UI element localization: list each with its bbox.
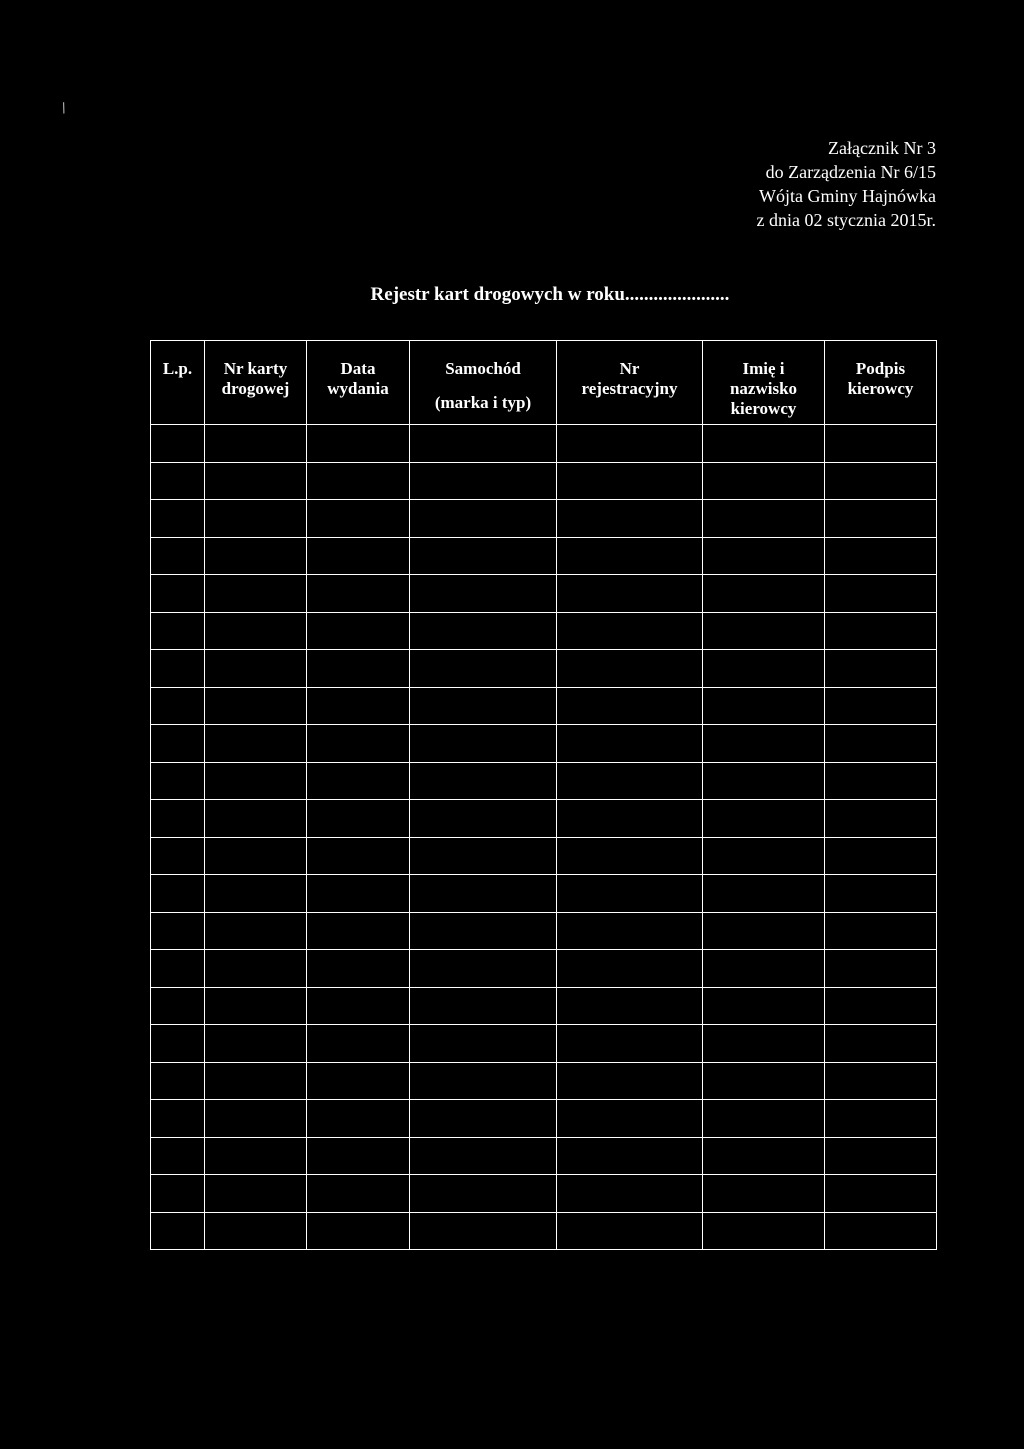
- header-line: Data: [340, 359, 376, 378]
- table-cell: [825, 650, 937, 688]
- table-cell: [410, 1025, 557, 1063]
- annex-date: z dnia 02 stycznia 2015r.: [756, 210, 936, 230]
- header-line: wydania: [327, 379, 389, 398]
- table-cell: [151, 1100, 205, 1138]
- table-cell: [151, 1175, 205, 1213]
- table-row: [151, 875, 937, 913]
- table-cell: [151, 950, 205, 988]
- table-cell: [205, 425, 307, 463]
- table-cell: [307, 875, 410, 913]
- table-row: [151, 837, 937, 875]
- table-cell: [825, 687, 937, 725]
- table-row: [151, 1100, 937, 1138]
- table-cell: [307, 687, 410, 725]
- table-cell: [825, 500, 937, 538]
- table-cell: [557, 987, 703, 1025]
- annex-issuer: Wójta Gminy Hajnówka: [759, 186, 936, 206]
- table-cell: [557, 1175, 703, 1213]
- table-cell: [703, 762, 825, 800]
- column-header-lp: [151, 341, 205, 425]
- table-cell: [205, 650, 307, 688]
- table-cell: [307, 462, 410, 500]
- table-cell: [151, 500, 205, 538]
- table-cell: [205, 725, 307, 763]
- table-cell: [151, 425, 205, 463]
- table-cell: [410, 987, 557, 1025]
- table-cell: [410, 725, 557, 763]
- table-cell: [410, 762, 557, 800]
- table-cell: [557, 537, 703, 575]
- table-cell: [151, 1137, 205, 1175]
- table-cell: [410, 800, 557, 838]
- header-line: kierowcy: [847, 379, 914, 398]
- table-cell: [205, 537, 307, 575]
- table-cell: [825, 425, 937, 463]
- annex-number: Załącznik Nr 3: [828, 138, 936, 158]
- table-cell: [703, 987, 825, 1025]
- table-cell: [557, 1025, 703, 1063]
- table-cell: [703, 1062, 825, 1100]
- table-cell: [557, 500, 703, 538]
- table-header-row: [151, 341, 937, 425]
- table-cell: [557, 762, 703, 800]
- table-cell: [205, 1137, 307, 1175]
- table-cell: [703, 1137, 825, 1175]
- column-header-vehicle: [410, 341, 557, 425]
- table-row: [151, 762, 937, 800]
- table-cell: [151, 575, 205, 613]
- table-cell: [703, 912, 825, 950]
- table-cell: [307, 1100, 410, 1138]
- table-cell: [205, 462, 307, 500]
- table-cell: [307, 575, 410, 613]
- table-cell: [825, 725, 937, 763]
- table-cell: [703, 1175, 825, 1213]
- table-cell: [151, 875, 205, 913]
- table-cell: [557, 912, 703, 950]
- table-cell: [703, 1100, 825, 1138]
- header-line: Nr: [619, 359, 640, 378]
- table-row: [151, 725, 937, 763]
- header-gap: [410, 379, 556, 393]
- table-cell: [307, 1212, 410, 1250]
- table-cell: [825, 1137, 937, 1175]
- table-cell: [205, 837, 307, 875]
- table-cell: [825, 912, 937, 950]
- table-cell: [151, 462, 205, 500]
- table-cell: [557, 687, 703, 725]
- table-cell: [825, 575, 937, 613]
- table-cell: [703, 687, 825, 725]
- table-cell: [557, 462, 703, 500]
- header-line: nazwisko: [729, 379, 798, 398]
- annex-regulation: do Zarządzenia Nr 6/15: [765, 162, 936, 182]
- table-cell: [410, 612, 557, 650]
- table-cell: [703, 800, 825, 838]
- table-cell: [307, 837, 410, 875]
- table-row: [151, 500, 937, 538]
- table-cell: [825, 1025, 937, 1063]
- table-cell: [825, 837, 937, 875]
- table-cell: [307, 725, 410, 763]
- table-cell: [205, 875, 307, 913]
- table-cell: [151, 762, 205, 800]
- table-cell: [410, 950, 557, 988]
- table-cell: [410, 462, 557, 500]
- table-cell: [205, 950, 307, 988]
- table-cell: [410, 875, 557, 913]
- table-cell: [410, 650, 557, 688]
- table-row: [151, 1062, 937, 1100]
- table-cell: [307, 612, 410, 650]
- table-cell: [703, 537, 825, 575]
- column-header-driver-name: [703, 341, 825, 425]
- table-row: [151, 1137, 937, 1175]
- table-cell: [825, 612, 937, 650]
- table-cell: [151, 912, 205, 950]
- table-cell: [703, 425, 825, 463]
- table-cell: [703, 612, 825, 650]
- table-cell: [410, 1062, 557, 1100]
- table-cell: [151, 1062, 205, 1100]
- table-row: [151, 987, 937, 1025]
- table-cell: [205, 612, 307, 650]
- table-cell: [151, 612, 205, 650]
- table-row: [151, 912, 937, 950]
- table-cell: [307, 1175, 410, 1213]
- table-cell: [557, 800, 703, 838]
- table-cell: [205, 800, 307, 838]
- column-header-driver-signature: [825, 341, 937, 425]
- table-cell: [205, 1175, 307, 1213]
- header-line: (marka i typ): [434, 393, 532, 412]
- annex-header: [757, 136, 936, 232]
- document-title: Rejestr kart drogowych w roku......................: [370, 284, 730, 305]
- table-cell: [825, 1062, 937, 1100]
- table-cell: [307, 800, 410, 838]
- table-cell: [205, 1212, 307, 1250]
- table-cell: [307, 425, 410, 463]
- table-cell: [307, 1025, 410, 1063]
- table-row: [151, 612, 937, 650]
- table-cell: [307, 762, 410, 800]
- table-cell: [205, 1100, 307, 1138]
- header-line: kierowcy: [730, 399, 797, 418]
- table-cell: [151, 687, 205, 725]
- table-row: [151, 537, 937, 575]
- table-row: [151, 950, 937, 988]
- header-line: Imię i: [742, 359, 785, 378]
- table-cell: [825, 1175, 937, 1213]
- table-cell: [307, 987, 410, 1025]
- table-cell: [410, 1100, 557, 1138]
- table-cell: [410, 537, 557, 575]
- table-cell: [825, 1100, 937, 1138]
- table-row: [151, 687, 937, 725]
- table-cell: [557, 1062, 703, 1100]
- column-header-card-number: [205, 341, 307, 425]
- table-cell: [557, 1100, 703, 1138]
- table-cell: [825, 875, 937, 913]
- table-cell: [825, 762, 937, 800]
- table-row: [151, 462, 937, 500]
- table-cell: [557, 1212, 703, 1250]
- table-cell: [151, 537, 205, 575]
- table-cell: [703, 725, 825, 763]
- table-cell: [205, 500, 307, 538]
- table-cell: [151, 650, 205, 688]
- table-cell: [205, 912, 307, 950]
- table-cell: [703, 462, 825, 500]
- table-cell: [205, 1062, 307, 1100]
- table-cell: [557, 1137, 703, 1175]
- stray-mark: /: [59, 99, 70, 118]
- table-row: [151, 650, 937, 688]
- table-cell: [151, 1025, 205, 1063]
- header-line: drogowej: [221, 379, 290, 398]
- table-cell: [703, 1025, 825, 1063]
- table-cell: [557, 575, 703, 613]
- table-cell: [307, 500, 410, 538]
- table-cell: [410, 1175, 557, 1213]
- table-cell: [703, 950, 825, 988]
- table-cell: [557, 612, 703, 650]
- table-cell: [557, 650, 703, 688]
- table-cell: [825, 987, 937, 1025]
- table-row: [151, 425, 937, 463]
- table-cell: [410, 500, 557, 538]
- table-cell: [410, 425, 557, 463]
- table-cell: [557, 950, 703, 988]
- table-cell: [307, 912, 410, 950]
- table-cell: [557, 725, 703, 763]
- column-header-issue-date: [307, 341, 410, 425]
- header-line: L.p.: [162, 359, 193, 378]
- table-cell: [410, 837, 557, 875]
- table-cell: [410, 575, 557, 613]
- table-cell: [151, 987, 205, 1025]
- table-cell: [557, 837, 703, 875]
- table-row: [151, 1212, 937, 1250]
- table-row: [151, 575, 937, 613]
- table-cell: [825, 950, 937, 988]
- table-cell: [151, 1212, 205, 1250]
- header-line: rejestracyjny: [581, 379, 678, 398]
- table-cell: [307, 1062, 410, 1100]
- table-row: [151, 1175, 937, 1213]
- table-cell: [703, 875, 825, 913]
- table-cell: [307, 950, 410, 988]
- table-row: [151, 1025, 937, 1063]
- table-cell: [703, 1212, 825, 1250]
- table-cell: [151, 800, 205, 838]
- table-cell: [307, 1137, 410, 1175]
- table-cell: [205, 575, 307, 613]
- table-cell: [703, 500, 825, 538]
- table-cell: [825, 537, 937, 575]
- table-cell: [205, 1025, 307, 1063]
- table-cell: [410, 1212, 557, 1250]
- table-cell: [205, 762, 307, 800]
- header-line: Nr karty: [223, 359, 288, 378]
- column-header-registration: [557, 341, 703, 425]
- table-cell: [410, 912, 557, 950]
- table-cell: [825, 800, 937, 838]
- table-cell: [410, 1137, 557, 1175]
- table-cell: [825, 462, 937, 500]
- table-cell: [151, 837, 205, 875]
- table-row: [151, 800, 937, 838]
- table-cell: [557, 875, 703, 913]
- table-cell: [410, 687, 557, 725]
- table-cell: [703, 837, 825, 875]
- header-line: Samochód: [445, 359, 521, 378]
- table-cell: [825, 1212, 937, 1250]
- table-cell: [205, 987, 307, 1025]
- table-cell: [151, 725, 205, 763]
- table-cell: [205, 687, 307, 725]
- table-cell: [703, 650, 825, 688]
- table-cell: [557, 425, 703, 463]
- table-cell: [307, 650, 410, 688]
- register-table: [150, 340, 937, 1250]
- table-cell: [703, 575, 825, 613]
- table-body: [151, 425, 937, 1250]
- header-line: Podpis: [855, 359, 906, 378]
- table-cell: [307, 537, 410, 575]
